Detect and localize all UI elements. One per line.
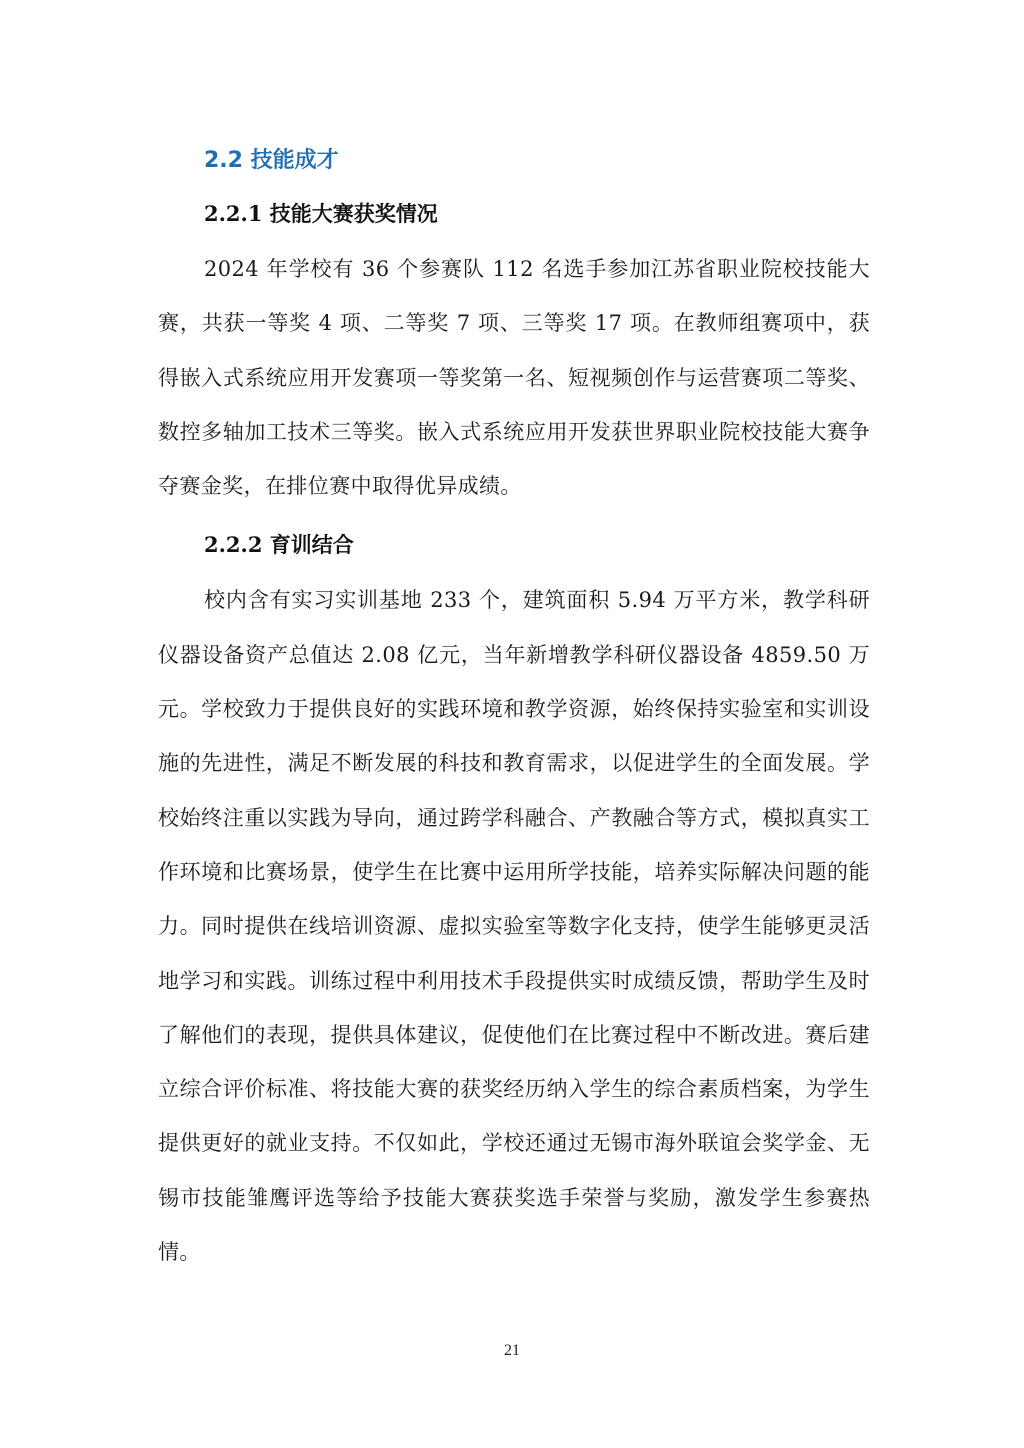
section-heading: 2.2 技能成才 — [204, 148, 339, 173]
subsection-heading-awards: 2.2.1 技能大赛获奖情况 — [204, 201, 438, 226]
page-content — [158, 138, 870, 1279]
paragraph-awards: 2024 年学校有 36 个参赛队 112 名选手参加江苏省职业院校技能大赛，共获一等奖 4 项、二等奖 7 项、三等奖 17 项。在教师组赛项中，获得嵌入式系统应用开发赛项一等奖第一名、短视频创作与运营赛项二等奖、数控多轴加工技术三等奖。嵌入式系统应用开发获世界职业院校技能大赛争夺赛金奖，在排位赛中取得优异成绩。 — [158, 257, 870, 499]
page-number: 21 — [504, 1342, 520, 1359]
subsection-heading-training: 2.2.2 育训结合 — [204, 532, 354, 558]
paragraph-training: 校内含有实习实训基地 233 个，建筑面积 5.94 万平方米，教学科研仪器设备资产总值达 2.08 亿元，当年新增教学科研仪器设备 4859.50 万元。学校致力于提供良好的实践环境和教学资源，始终保持实验室和实训设施的先进性，满足不断发展的科技和教育需求，以促进学生的全面发展。学校始终注重以实践为导向，通过跨学科融合、产教融合等方式，模拟真实工作环境和比赛场景，使学生在比赛中运用所学技能，培养实际解决问题的能力。同时提供在线培训资源、虚拟实验室等数字化支持，使学生能够更灵活地学习和实践。训练过程中利用技术手段提供实时成绩反馈，帮助学生及时了解他们的表现，提供具体建议，促使他们在比赛过程中不断改进。赛后建立综合评价标准、将技能大赛的获奖经历纳入学生的综合素质档案，为学生提供更好的就业支持。不仅如此，学校还通过无锡市海外联谊会奖学金、无锡市技能雏鹰评选等给予技能大赛获奖选手荣誉与奖励，激发学生参赛热情。 — [158, 588, 870, 1265]
